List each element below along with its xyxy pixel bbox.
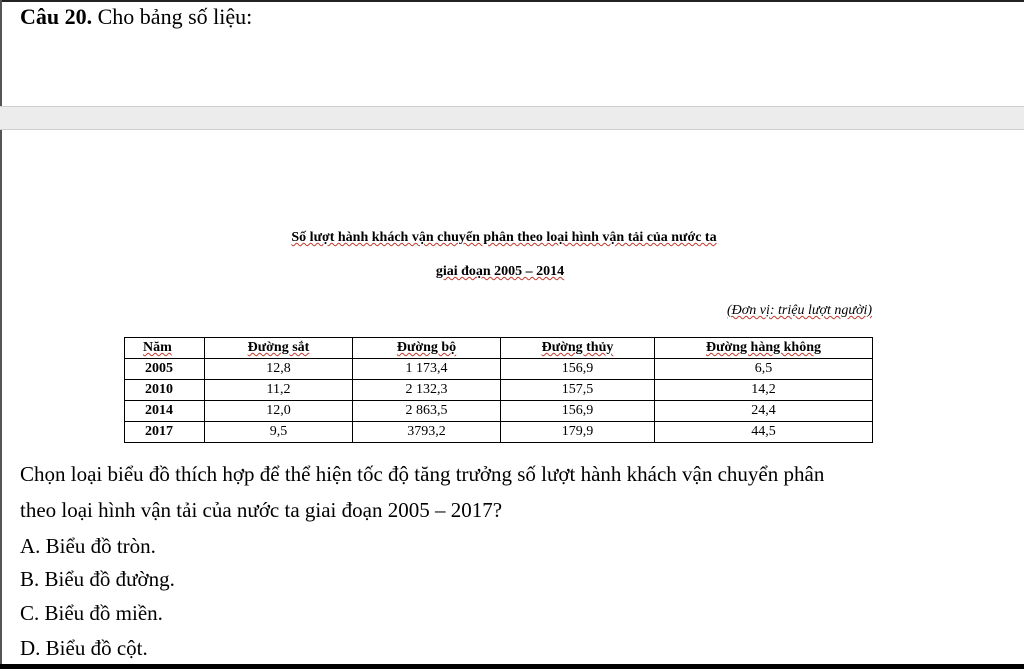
header-road (353, 338, 501, 359)
bottom-border (0, 664, 1024, 669)
cell-rail: 12,0 (205, 401, 353, 422)
cell-rail: 11,2 (205, 380, 353, 401)
question-prompt-line1: Chọn loại biểu đồ thích hợp để thể hiện tốc độ tăng trưởng số lượt hành khách vận chuyển phân (20, 462, 825, 486)
cell-road: 3793,2 (353, 422, 501, 443)
cell-airway: 6,5 (655, 359, 873, 380)
question-prompt-line2: theo loại hình vận tải của nước ta giai đoạn 2005 – 2017? (20, 498, 503, 522)
header-waterway-text: Đường thủy (541, 340, 614, 355)
header-year (125, 338, 205, 359)
header-year-text: Năm (143, 340, 172, 355)
cell-year: 2017 (125, 422, 205, 443)
table-title-line1 (4, 230, 1004, 246)
table-header-row (125, 338, 873, 359)
header-rail (205, 338, 353, 359)
option-b: B. Biểu đồ đường. (20, 567, 175, 591)
table-row (125, 359, 873, 380)
question-heading (20, 4, 252, 30)
cell-airway: 44,5 (655, 422, 873, 443)
cell-waterway: 179,9 (501, 422, 655, 443)
cell-rail: 9,5 (205, 422, 353, 443)
table-row (125, 422, 873, 443)
unit-note-text: (Đơn vị: triệu lượt người) (727, 303, 872, 318)
cell-waterway: 156,9 (501, 401, 655, 422)
header-airway-text: Đường hàng không (706, 340, 821, 355)
option-c: C. Biểu đồ miền. (20, 601, 163, 625)
table-title-line2 (0, 264, 1000, 280)
left-border (0, 0, 2, 669)
cell-road: 2 863,5 (353, 401, 501, 422)
cell-year: 2014 (125, 401, 205, 422)
page-break-gap (0, 106, 1024, 130)
table-title-line1-text: Số lượt hành khách vận chuyển phân theo loại hình vận tải của nước ta (291, 230, 717, 245)
table-row (125, 401, 873, 422)
cell-year: 2005 (125, 359, 205, 380)
cell-road: 1 173,4 (353, 359, 501, 380)
cell-year: 2010 (125, 380, 205, 401)
cell-road: 2 132,3 (353, 380, 501, 401)
header-waterway (501, 338, 655, 359)
cell-waterway: 156,9 (501, 359, 655, 380)
table-row (125, 380, 873, 401)
unit-note (727, 303, 872, 319)
header-rail-text: Đường sắt (247, 340, 310, 355)
top-border (0, 0, 1024, 2)
option-d: D. Biểu đồ cột. (20, 636, 148, 660)
data-table (124, 337, 873, 443)
table-title-line2-text: giai đoạn 2005 – 2014 (435, 264, 565, 279)
cell-airway: 24,4 (655, 401, 873, 422)
header-road-text: Đường bộ (396, 340, 457, 355)
cell-waterway: 157,5 (501, 380, 655, 401)
header-airway (655, 338, 873, 359)
option-a: A. Biểu đồ tròn. (20, 534, 156, 558)
question-number: Câu 20. (20, 4, 93, 29)
cell-airway: 14,2 (655, 380, 873, 401)
question-intro: Cho bảng số liệu: (92, 4, 253, 29)
cell-rail: 12,8 (205, 359, 353, 380)
